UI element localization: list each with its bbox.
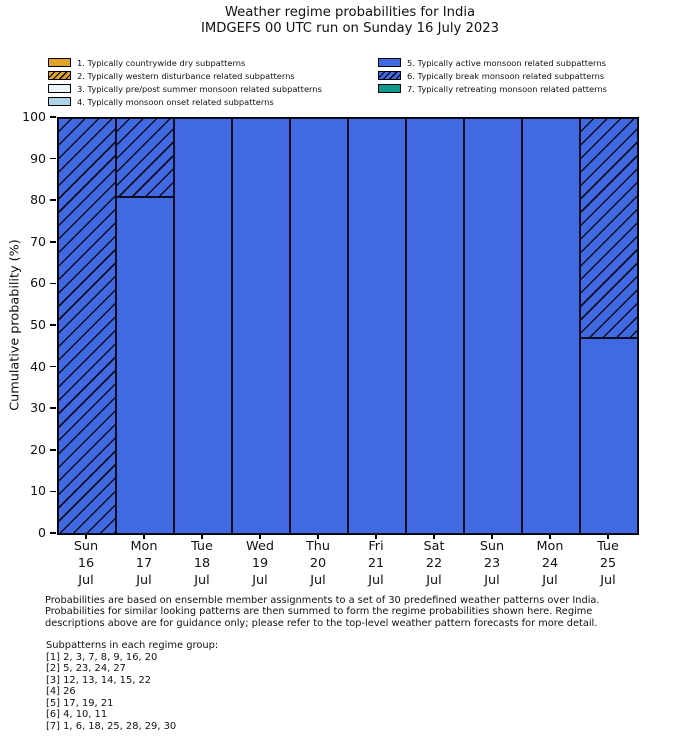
subpattern-line: [4] 26 [46, 686, 76, 697]
y-tick-label: 60 [30, 275, 46, 291]
bar-segment-active-monsoon [232, 118, 290, 534]
legend-item [48, 95, 322, 108]
y-tick-label: 80 [30, 192, 46, 208]
y-tick-label: 70 [30, 233, 46, 249]
subpattern-line: [1] 2, 3, 7, 8, 9, 16, 20 [46, 651, 158, 663]
y-tick-label: 10 [30, 483, 46, 499]
bar-segment-active-monsoon [406, 118, 464, 534]
legend-item [48, 56, 322, 69]
bar-segment-break-monsoon [116, 118, 174, 197]
x-tick-label [579, 538, 637, 589]
x-tick-label-line: Mon [536, 539, 564, 554]
x-tick-label-line: Fri [368, 539, 384, 554]
legend-item [378, 82, 607, 95]
legend-item-label: 6. Typically break monsoon related subpatterns [407, 70, 605, 81]
x-tick-label-line: Jul [484, 573, 500, 588]
plot-area [57, 117, 639, 535]
x-tick-label-line: 18 [193, 556, 211, 571]
x-tick-label-line: Jul [542, 573, 558, 588]
x-tick-label-line: 17 [135, 556, 153, 571]
bar-column [522, 118, 580, 534]
bar-column [580, 118, 638, 534]
y-tick-label: 100 [22, 109, 46, 124]
x-tick-label [289, 538, 347, 589]
x-tick-label-line: Jul [78, 573, 94, 588]
bar-segment-active-monsoon [580, 338, 638, 534]
bar-segment-active-monsoon [174, 118, 232, 534]
y-tick-mark [50, 283, 56, 285]
subpatterns-heading: Subpatterns in each regime group: [46, 640, 219, 651]
bar-segment-break-monsoon [580, 118, 638, 338]
bar-column [406, 118, 464, 534]
x-tick-label-line: Tue [191, 539, 213, 554]
legend-item-label: 2. Typically western disturbance related subpatterns [77, 70, 295, 81]
bar-column [58, 118, 116, 534]
subpattern-line: [7] 1, 6, 18, 25, 28, 29, 30 [46, 720, 177, 732]
x-tick-label-line: Jul [136, 573, 152, 588]
x-tick-label-line: Jul [310, 573, 326, 588]
y-tick-mark [50, 116, 56, 118]
y-tick-mark [50, 241, 56, 243]
x-tick-label [231, 538, 289, 589]
bar-segment-active-monsoon [290, 118, 348, 534]
y-tick-mark [50, 532, 56, 534]
x-tick-label [463, 538, 521, 589]
legend-swatch-icon [378, 71, 401, 80]
y-tick-label: 50 [30, 317, 46, 332]
x-tick-label-line: Thu [305, 539, 331, 554]
chart-title: Weather regime probabilities for India [224, 5, 476, 20]
bar-column [174, 118, 232, 534]
x-tick-label-line: Tue [597, 539, 619, 554]
legend-item [378, 69, 607, 82]
legend-item [378, 56, 607, 69]
x-tick-label-line: Jul [194, 573, 210, 588]
x-tick-label-line: 21 [367, 556, 385, 571]
legend-item [48, 82, 322, 95]
x-tick-label [521, 538, 579, 589]
subpattern-line: [2] 5, 23, 24, 27 [46, 663, 126, 674]
legend-swatch-icon [48, 97, 71, 106]
bar-column [116, 118, 174, 534]
y-tick-label: 40 [30, 358, 46, 374]
legend-column-right [378, 56, 607, 95]
bar-column [464, 118, 522, 534]
x-tick-label-line: Jul [252, 573, 268, 588]
x-tick-label [173, 538, 231, 589]
y-tick-label: 0 [38, 525, 46, 540]
x-tick-label-line: Jul [426, 573, 442, 588]
x-tick-label-line: 25 [599, 556, 617, 571]
x-tick-label-line: 22 [425, 556, 443, 571]
footnote-text [45, 595, 600, 629]
bar-segment-break-monsoon [58, 118, 116, 534]
x-tick-label-line: 24 [541, 556, 559, 571]
bar-segment-active-monsoon [522, 118, 580, 534]
x-tick-label [115, 538, 173, 589]
footnote-line: Probabilities for similar looking patterns are then summed to form the regime probabilities shown here. Regime [45, 606, 593, 618]
legend-swatch-icon [48, 71, 71, 80]
x-tick-label-line: Wed [246, 539, 274, 554]
x-tick-label-line: Sun [479, 539, 505, 554]
bar-column [348, 118, 406, 534]
y-tick-mark [50, 366, 56, 368]
bar-segment-active-monsoon [116, 197, 174, 534]
x-tick-label-line: 23 [483, 556, 501, 571]
bar-segment-active-monsoon [464, 118, 522, 534]
chart-subtitle: IMDGEFS 00 UTC run on Sunday 16 July 2023 [200, 21, 500, 36]
x-tick-label-line: Jul [600, 573, 616, 588]
subpattern-line: [3] 12, 13, 14, 15, 22 [46, 674, 152, 686]
subpattern-line: [5] 17, 19, 21 [46, 697, 114, 709]
x-tick-label-line: Mon [130, 539, 158, 554]
y-tick-label: 20 [30, 441, 46, 457]
subpatterns-block [46, 640, 218, 732]
legend-item-label: 1. Typically countrywide dry subpatterns [77, 57, 246, 68]
legend-item-label: 4. Typically monsoon onset related subpatterns [77, 96, 274, 107]
y-tick-mark [50, 491, 56, 493]
bar-column [232, 118, 290, 534]
y-tick-label: 90 [30, 150, 46, 166]
footnote-line: descriptions above are for guidance only; please refer to the top-level weather pattern forecasts for more detail. [45, 617, 598, 629]
x-tick-label-line: 20 [309, 556, 327, 571]
legend-item-label: 7. Typically retreating monsoon related patterns [407, 83, 607, 94]
x-tick-label-line: Jul [368, 573, 384, 588]
legend-item-label: 3. Typically pre/post summer monsoon related subpatterns [77, 83, 322, 94]
y-tick-mark [50, 199, 56, 201]
x-tick-label-line: 16 [77, 556, 95, 571]
x-tick-label [405, 538, 463, 589]
y-tick-mark [50, 158, 56, 160]
legend-swatch-icon [378, 58, 401, 67]
bar-column [290, 118, 348, 534]
x-tick-label-line: Sun [73, 539, 99, 554]
legend-item [48, 69, 322, 82]
legend-swatch-icon [48, 58, 71, 67]
y-axis-label: Cumulative probability (%) [7, 239, 23, 411]
footnote-line: Probabilities are based on ensemble member assignments to a set of 30 predefined weather patterns over India. [45, 595, 600, 606]
legend-item-label: 5. Typically active monsoon related subpatterns [407, 57, 606, 68]
bar-segment-active-monsoon [348, 118, 406, 534]
y-tick-mark [50, 324, 56, 326]
legend-swatch-icon [48, 84, 71, 93]
y-tick-mark [50, 407, 56, 409]
y-tick-mark [50, 449, 56, 451]
legend-column-left [48, 56, 322, 108]
x-tick-label-line: Sat [423, 539, 445, 554]
y-tick-label: 30 [30, 400, 46, 416]
x-tick-label [57, 538, 115, 589]
x-tick-label-line: 19 [251, 556, 269, 571]
x-tick-label [347, 538, 405, 589]
legend-swatch-icon [378, 84, 401, 93]
subpattern-line: [6] 4, 10, 11 [46, 709, 108, 720]
